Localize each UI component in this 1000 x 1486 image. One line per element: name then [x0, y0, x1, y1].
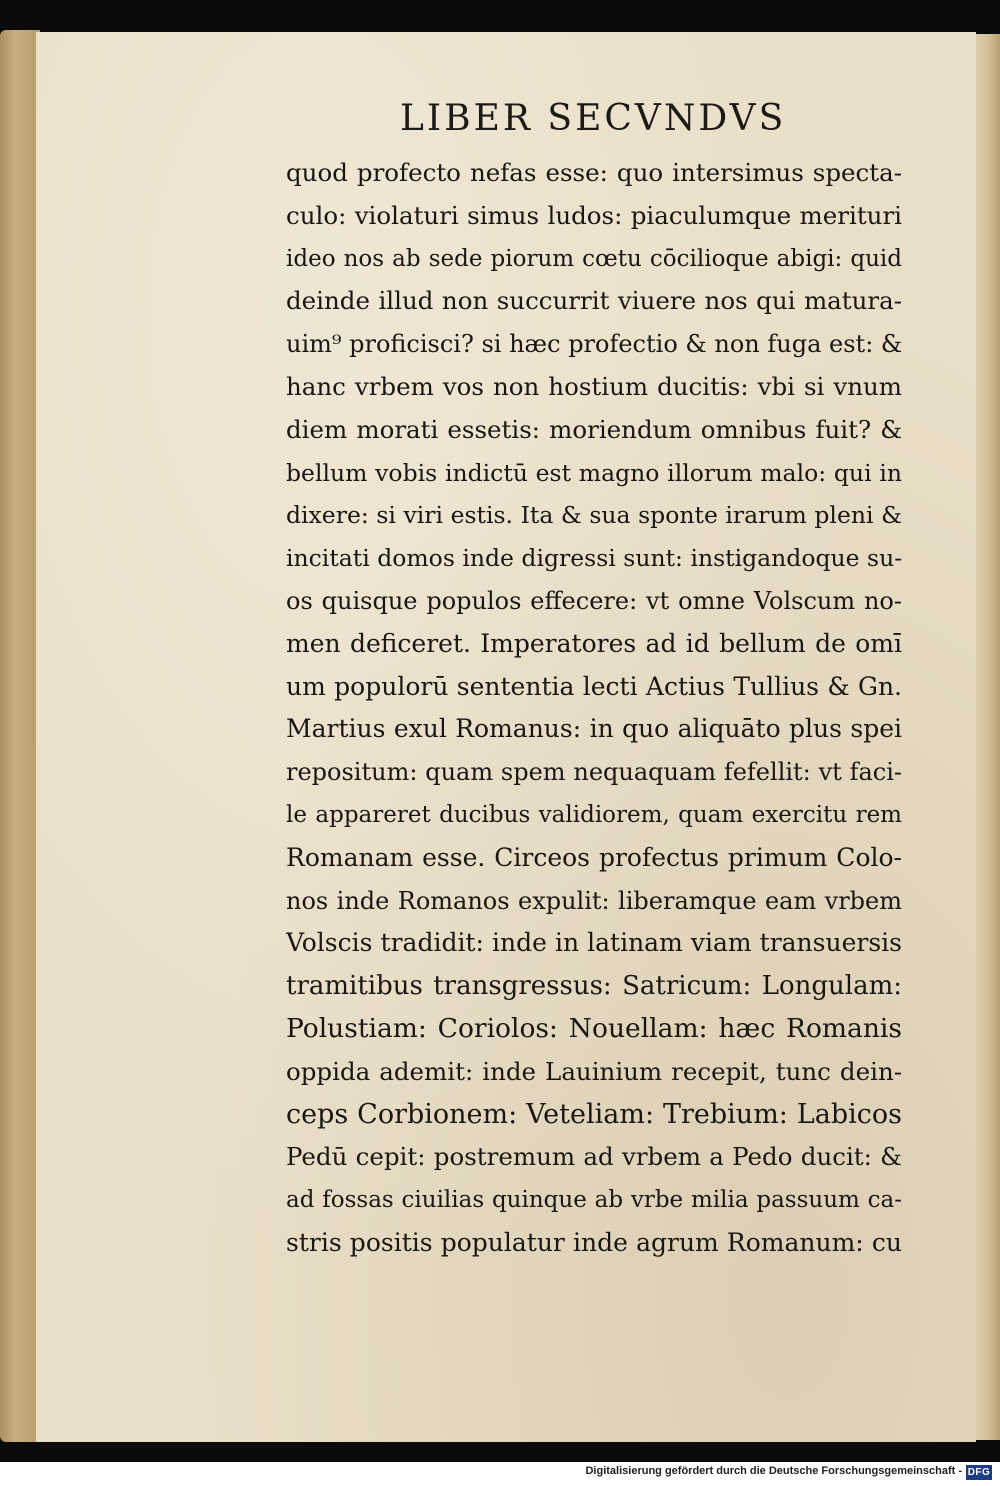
text-line: incitati domos inde digressi sunt: instigandoque su- — [286, 544, 902, 573]
text-line: ideo nos ab sede piorum cœtu cōcilioque abigi: quid — [286, 245, 902, 272]
text-line: le appareret ducibus validiorem, quam exercitu rem — [286, 801, 902, 828]
text-block — [286, 152, 902, 1265]
dfg-logo-icon: DFG — [967, 1467, 991, 1478]
text-line: um populorū sententia lecti Actius Tullius & Gn. — [286, 671, 902, 701]
text-line: hanc vrbem vos non hostium ducitis: vbi si vnum — [286, 371, 902, 401]
text-line: diem morati essetis: moriendum omnibus fuit? & — [286, 414, 902, 444]
text-line: nos inde Romanos expulit: liberamque eam vrbem — [286, 886, 902, 915]
text-line: deinde illud non succurrit viuere nos qui matura- — [286, 286, 902, 316]
digitization-footer — [0, 1462, 1000, 1486]
text-line: Martius exul Romanus: in quo aliquāto plus spei — [286, 714, 902, 744]
text-line: ceps Corbionem: Veteliam: Trebium: Labicos — [286, 1098, 902, 1130]
text-line: repositum: quam spem nequaquam fefellit: vt faci- — [286, 758, 902, 787]
text-line: oppida ademit: inde Lauinium recepit, tunc dein- — [286, 1056, 902, 1086]
funding-credit: Digitalisierung gefördert durch die Deutsche Forschungsgemeinschaft - — [585, 1465, 962, 1477]
running-head: LIBER SECVNDVS — [400, 98, 787, 139]
left-page-edge — [0, 30, 40, 1442]
text-line: tramitibus transgressus: Satricum: Longulam: — [286, 971, 902, 1002]
text-line: bellum vobis indictū est magno illorum malo: qui in — [286, 458, 902, 487]
right-page-edge — [972, 34, 1000, 1440]
text-line: uim⁹ proficisci? si hæc profectio & non fuga est: & — [286, 330, 902, 359]
text-line: dixere: si viri estis. Ita & sua sponte irarum pleni & — [286, 501, 902, 530]
text-line: ad fossas ciuilias quinque ab vrbe milia passuum ca- — [286, 1187, 902, 1214]
text-line: quod profecto nefas esse: quo intersimus specta- — [286, 158, 902, 187]
text-line: men deficeret. Imperatores ad id bellum de omī — [286, 628, 902, 658]
text-line: os quisque populos effecere: vt omne Volscum no- — [286, 586, 902, 615]
text-line: Volscis tradidit: inde in latinam viam transuersis — [286, 928, 902, 958]
text-line: Pedū cepit: postremum ad vrbem a Pedo ducit: & — [286, 1142, 902, 1172]
text-line: Romanam esse. Circeos profectus primum Colo- — [286, 842, 902, 872]
text-line: Polustiam: Coriolos: Nouellam: hæc Romanis — [286, 1012, 902, 1044]
text-line: culo: violaturi simus ludos: piaculumque merituri — [286, 200, 902, 230]
text-line: stris positis populatur inde agrum Romanum: cu — [286, 1227, 902, 1257]
